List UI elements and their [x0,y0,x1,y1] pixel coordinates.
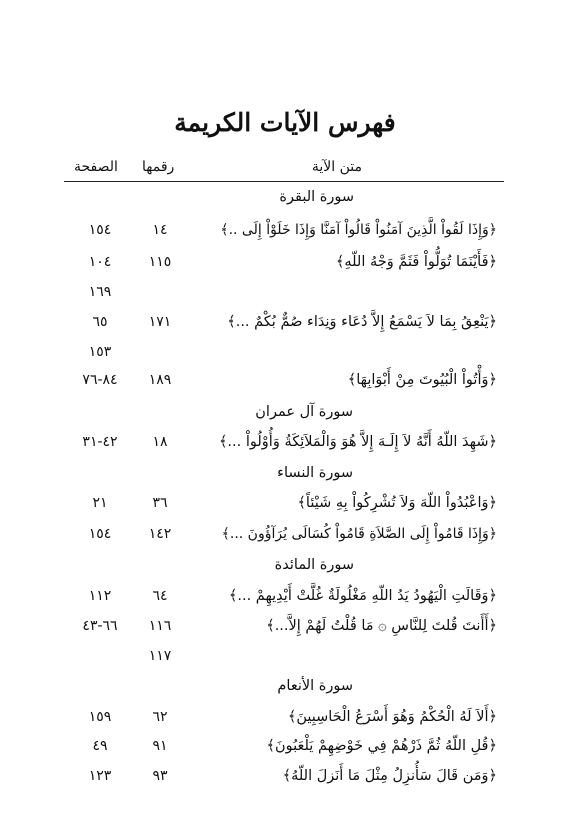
page-reference: ١٥٩ [88,709,112,725]
page-reference: ٤٩ [92,738,108,754]
verse-number: ١٤٢ [148,526,172,542]
page-reference: ٦٥ [92,314,108,330]
column-header-verse-text: متن الآية [311,159,362,175]
surah-name: سورة آل عمران [255,404,353,420]
verse-row [0,314,570,344]
surah-heading-row [0,404,570,434]
page-reference-row [0,284,570,314]
page-reference: ١٥٤ [88,222,112,238]
surah-heading-row [0,189,570,219]
column-header-page: الصفحة [74,159,118,175]
verse-row [0,254,570,284]
verse-number: ٩١ [152,738,168,754]
verse-row [0,372,570,402]
page-reference: ٨٤-٧٦ [82,372,118,388]
column-header-verse-number: رقمها [142,159,175,175]
page-title: فهرس الآيات الكريمة [174,108,396,137]
verse-row [0,618,570,648]
verse-number: ٦٤ [152,588,168,604]
header-divider [64,181,504,182]
verse-number: ٣٦ [152,495,168,511]
page-reference: ١٥٣ [88,344,112,360]
verse-text: ﴿وَقَالَتِ الْيَهُودُ يَدُ اللّهِ مَغْلُولَةٌ غُلَّتْ أَيْدِيهِمْ ...﴾ [228,588,497,604]
verse-number: ١٨ [152,434,168,450]
verse-row [0,768,570,798]
verse-number: ٩٣ [152,768,168,784]
verse-row [0,738,570,768]
page-reference: ٢١ [92,495,108,511]
page-reference: ١٠٤ [88,254,112,270]
verse-number: ١١٦ [148,618,172,634]
surah-name: سورة النساء [277,465,353,481]
page-reference: ٦٦-٤٣ [82,618,118,634]
verse-number: ٦٢ [152,709,168,725]
verse-row [0,495,570,525]
verse-text: ﴿وَإِذَا قَامُواْ إِلَى الصَّلاَةِ قَامُواْ كُسَالَى يُرَآؤُونَ ...﴾ [221,526,497,542]
page-reference: ١١٢ [88,588,112,604]
verse-row [0,434,570,464]
surah-name: سورة الأنعام [277,678,353,694]
verse-number: ١١٥ [148,254,172,270]
verse-text: ﴿أَلاَ لَهُ الْحُكْمُ وَهُوَ أَسْرَعُ الْحَاسِبِينَ﴾ [287,709,497,725]
verse-number: ١١٧ [148,648,172,664]
verse-number: ١٤ [152,222,168,238]
page-reference-row [0,344,570,374]
verse-row [0,709,570,739]
page-reference: ١٢٣ [88,768,112,784]
verse-row [0,588,570,618]
surah-heading-row [0,678,570,708]
surah-name: سورة البقرة [279,189,354,205]
verse-text: ﴿وَأْتُواْ الْبُيُوتَ مِنْ أَبْوَابِهَا﴾ [347,372,497,388]
verse-text: ﴿شَهِدَ اللّهُ أَنَّهُ لاَ إِلَـهَ إِلاَّ هُوَ وَالْمَلاَئِكَةُ وَأُوْلُواْ ...﴾ [218,434,497,450]
surah-name: سورة المائدة [274,557,354,573]
surah-heading-row [0,465,570,495]
verse-number: ١٧١ [148,314,172,330]
verse-number: ١٨٩ [148,372,172,388]
page-reference: ١٥٤ [88,526,112,542]
verse-text: ﴿قُلِ اللّهُ ثُمَّ ذَرْهُمْ فِي خَوْضِهِمْ يَلْعَبُونَ﴾ [266,738,497,754]
verse-text: ﴿وَاعْبُدُواْ اللّهَ وَلاَ تُشْرِكُواْ بِهِ شَيْئاً﴾ [297,495,497,511]
verse-text: ﴿يَنْعِقُ بِمَا لاَ يَسْمَعُ إِلاَّ دُعَاء وَنِدَاء صُمٌّ بُكْمٌ ...﴾ [227,314,497,330]
verse-text: ﴿فَأَيْنَمَا تُوَلُّواْ فَثَمَّ وَجْهُ اللّهِ﴾ [335,254,497,270]
surah-heading-row [0,557,570,587]
page-reference: ١٦٩ [88,284,112,300]
verse-row [0,526,570,556]
verse-text: ﴿وَإِذَا لَقُواْ الَّذِينَ آمَنُواْ قَالُواْ آمَنَّا وَإِذَا خَلَوْاْ إِلَى ..﴾ [220,222,497,238]
verse-number-row [0,648,570,678]
verse-text: ﴿وَمَن قَالَ سَأُنزِلُ مِثْلَ مَا أَنَزلَ اللّهُ﴾ [282,768,497,784]
page-reference: ٤٢-٣١ [82,434,118,450]
verse-row [0,222,570,252]
verse-text: ﴿أَأَنتَ قُلتَ لِلنَّاسِ ۞ مَا قُلْتُ لَهُمْ إِلاَّ...﴾ [266,618,497,634]
